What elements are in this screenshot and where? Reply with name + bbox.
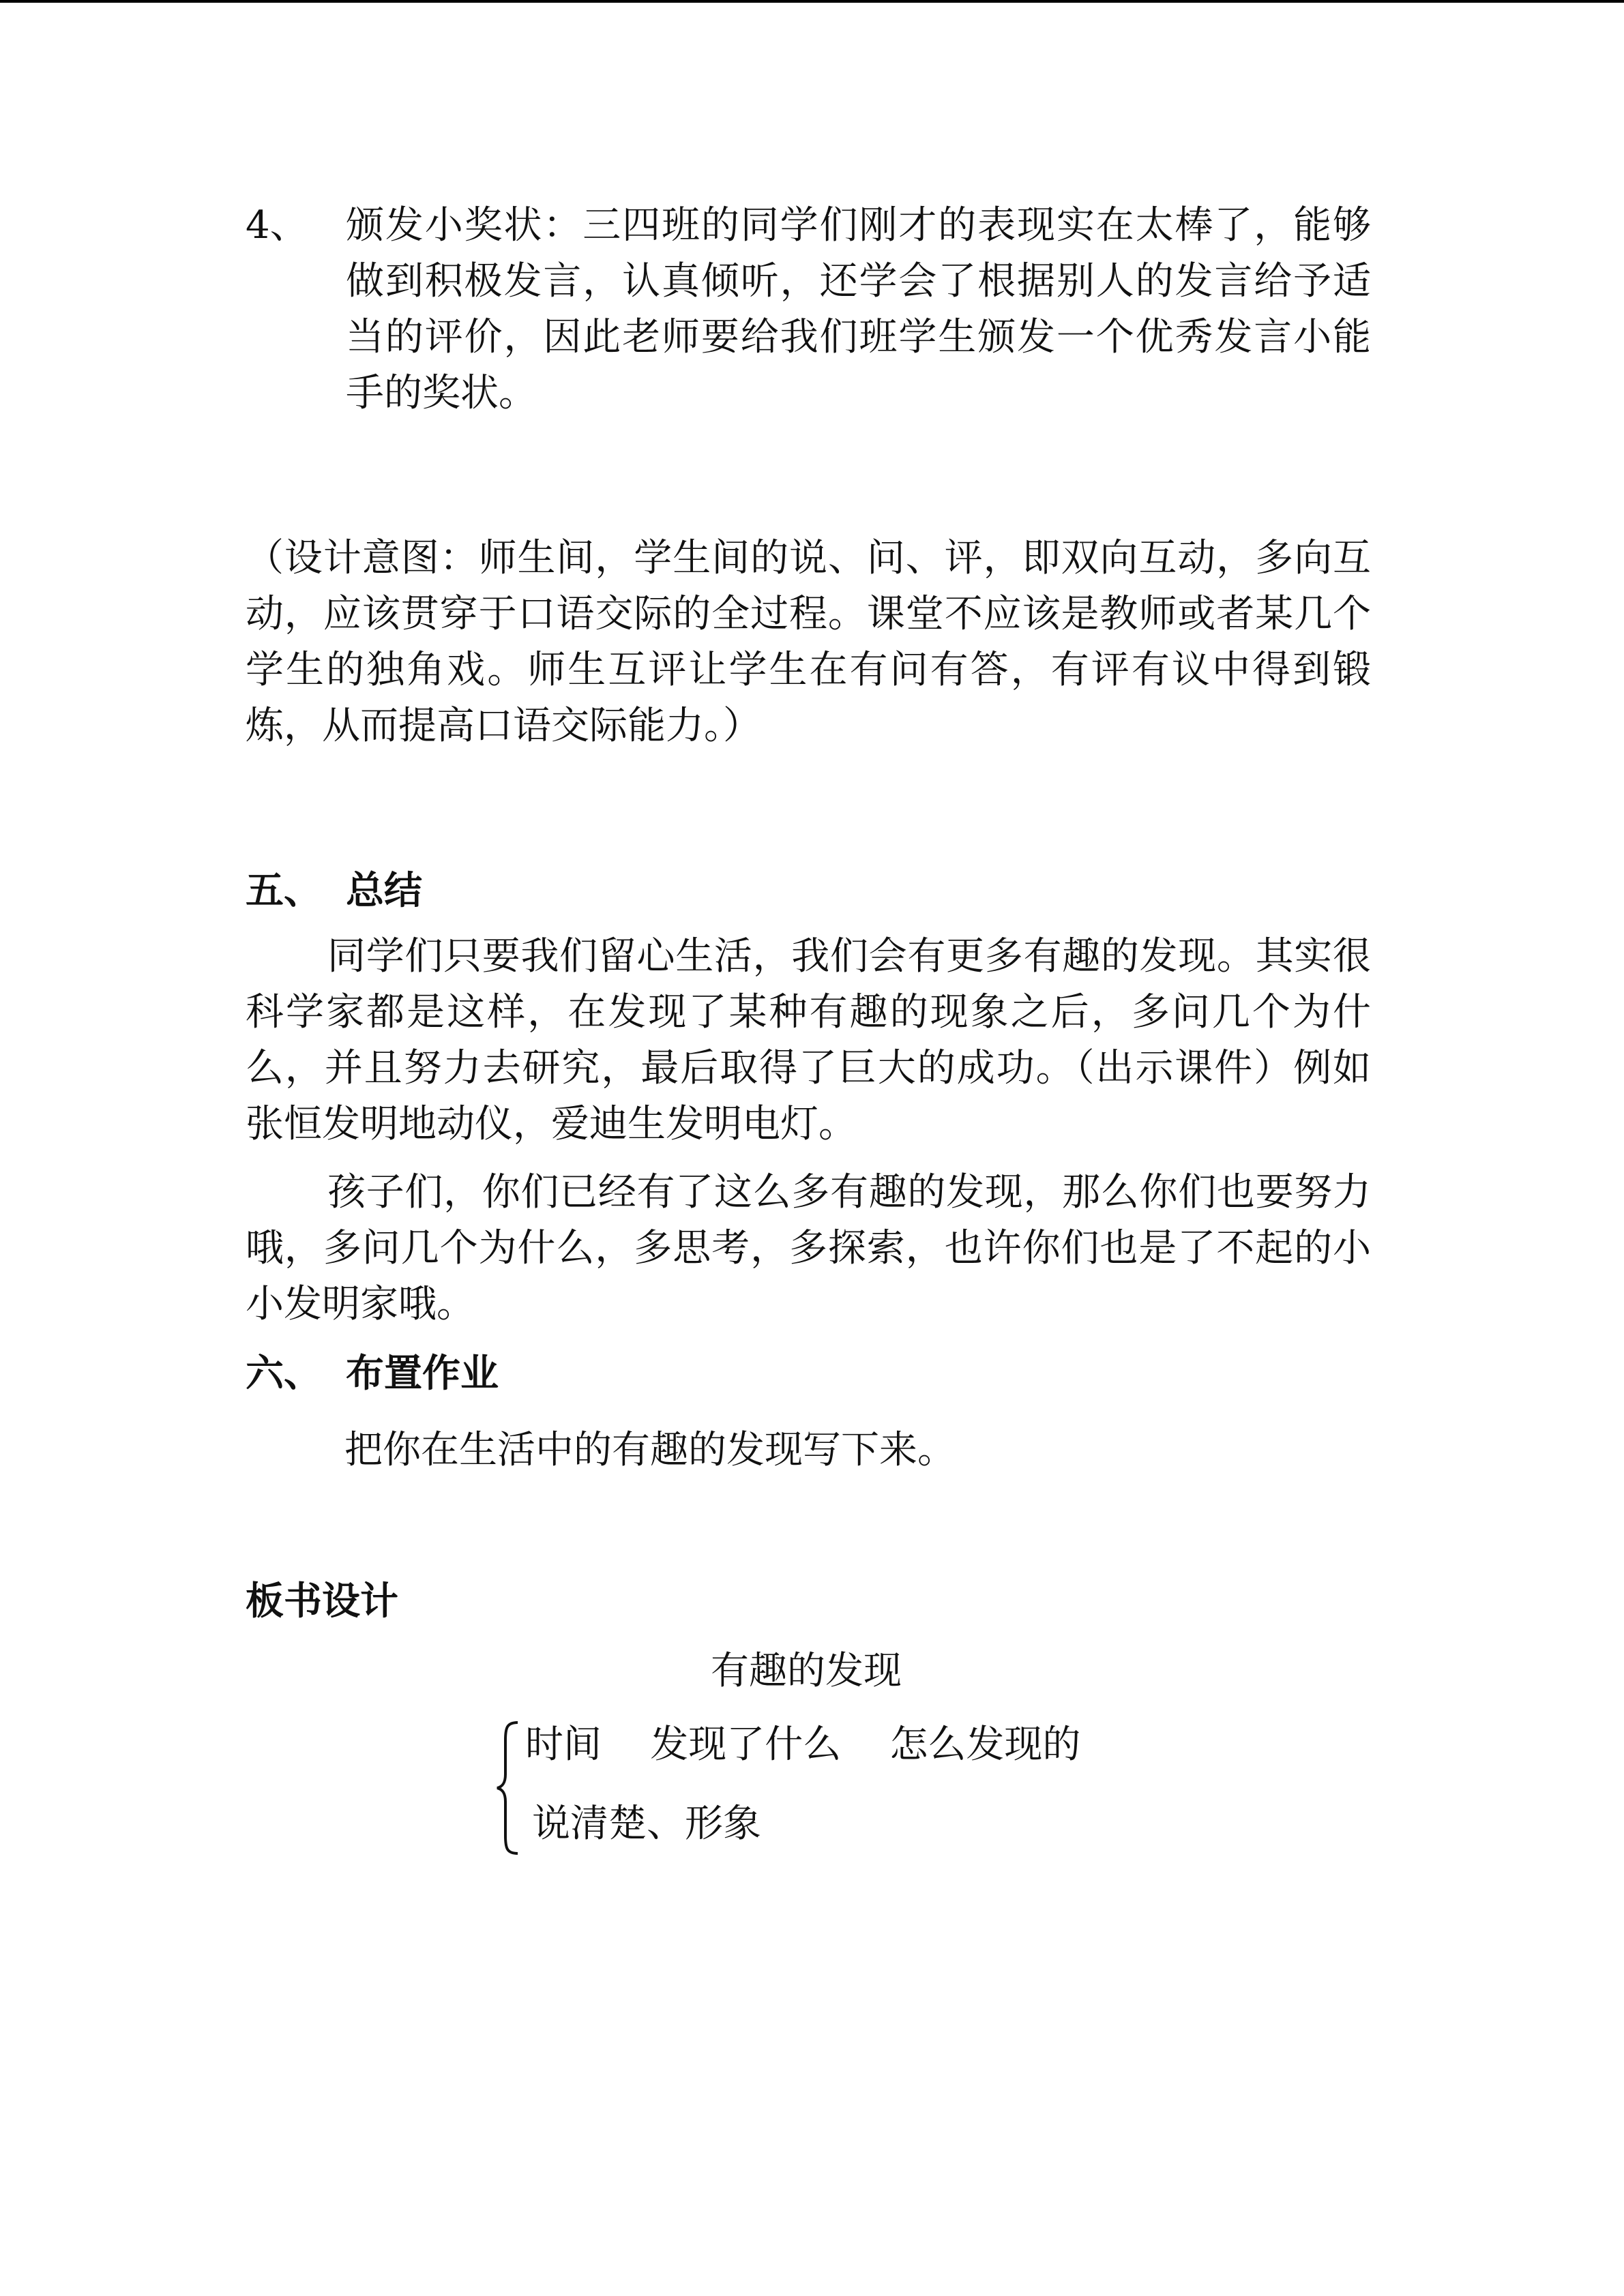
homework-heading-title: 布置作业: [346, 1352, 499, 1396]
board-title: 有趣的发现: [711, 1649, 902, 1693]
design-intent-note: （设计意图：师生间，学生间的说、问、评，即双向互动，多向互动，应该贯穿于口语交际的全过程。课堂不应该是教师或者某几个学生的独角戏。师生互评让学生在有问有答，有评有议中得到锻炼，从而提高口语交际能力。）: [246, 536, 1371, 748]
summary-paragraph-2: 孩子们，你们已经有了这么多有趣的发现，那么你们也要努力哦，多问几个为什么，多思考，多探索，也许你们也是了不起的小小发明家哦。: [246, 1170, 1371, 1326]
board-line-1: 时间 发现了什么 怎么发现的: [525, 1723, 1081, 1767]
document-body: [246, 184, 1371, 1868]
summary-heading: [246, 863, 1371, 919]
homework-text: 把你在生活中的有趣的发现写下来。: [344, 1428, 956, 1472]
board-design-heading: 板书设计: [246, 1579, 398, 1624]
section-4-text: 颁发小奖状：三四班的同学们刚才的表现实在太棒了，能够做到积极发言，认真倾听，还学会了根据别人的发言给予适当的评价，因此老师要给我们班学生颁发一个优秀发言小能手的奖状。: [346, 203, 1371, 415]
section-4-number: 4、: [246, 203, 308, 248]
summary-paragraph-1: 同学们只要我们留心生活，我们会有更多有趣的发现。其实很科学家都是这样，在发现了某种有趣的现象之后，多问几个为什么，并且努力去研究，最后取得了巨大的成功。（出示课件）例如张恒发明地动仪，爱迪生发明电灯。: [246, 934, 1371, 1146]
section-4-item: [246, 198, 1371, 421]
homework-heading: [246, 1346, 1371, 1402]
homework-heading-number: 六、: [246, 1352, 322, 1396]
board-line-2: 说清楚、形象: [532, 1802, 761, 1846]
page-top-border: [0, 0, 1624, 3]
left-brace-icon: [494, 1720, 522, 1856]
summary-heading-title: 总结: [346, 869, 422, 913]
board-design: [246, 1643, 1371, 1868]
summary-heading-number: 五、: [246, 869, 322, 913]
